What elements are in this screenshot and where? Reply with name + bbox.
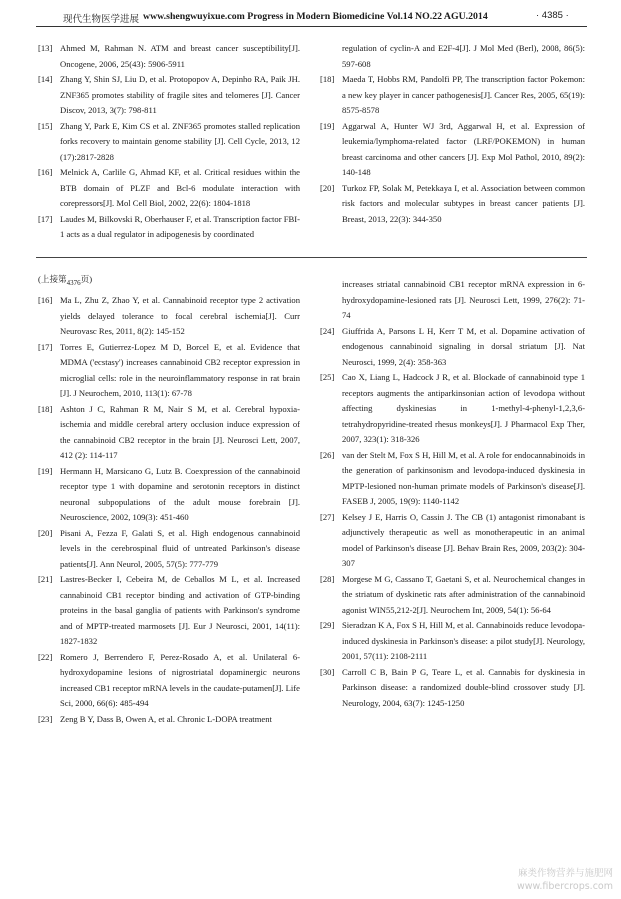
reference-continuation [320,41,585,72]
reference-item [38,165,300,212]
reference-item [38,41,300,72]
reference-number: [16] [38,167,53,177]
reference-number: [20] [320,182,335,193]
reference-list-bottom-right [320,277,585,711]
reference-number: [25] [320,372,335,382]
reference-item [38,526,300,573]
reference-continuation [320,277,585,324]
reference-text: Romero J, Berrendero F, Perez-Rosado A, et al. Unilateral 6-hydroxydopamine lesions of nigrostriatal dopaminergic neurons increased CB1 receptor mRNA levels in the caudate-putamen[J]. Life Sci, 2000, 66(6): 485-494 [60,651,300,708]
reference-number: [21] [38,574,53,584]
reference-number: [14] [38,74,53,84]
reference-text: Aggarwal A, Hunter WJ 3rd, Aggarwal H, et al. Expression of leukemia/lymphoma-related factor (LRF/POKEMON) in human breast carcinoma and other cancers [J]. Exp Mol Pathol, 2010, 89(2): 140-148 [342,120,585,177]
reference-text: Melnick A, Carlile G, Ahmad KF, et al. Critical residues within the BTB domain of PLZF and Bcl-6 modulate interaction with corepressors[J]. Mol Cell Biol, 2002, 22(6): 1804-1818 [60,167,300,208]
reference-item [38,119,300,166]
journal-info: www.shengwuyixue.com Progress in Modern Biomedicine Vol.14 NO.22 AGU.2014 [143,11,488,22]
reference-text: Torres E, Gutierrez-Lopez M D, Borcel E, et al. Evidence that MDMA ('ecstasy') increases cannabinoid CB2 receptor expression in microglial cells: role in the neuroinflammatory response in rat brain [J]. J Neurochem, 2010, 113(1): 67-78 [60,341,300,398]
reference-item [320,324,585,371]
reference-text: Hermann H, Marsicano G, Lutz B. Coexpression of the cannabinoid receptor type 1 with dopamine and serotonin receptors in distinct neuronal subpopulations of the adult mouse forebrain [J]. Neuroscience, 2002, 109(3): 451-460 [60,465,300,522]
reference-number: [18] [320,74,335,84]
reference-number: [22] [38,651,53,662]
watermark-line-1: 麻类作物营养与施肥网 [517,868,613,879]
reference-text: Kelsey J E, Harris O, Cassin J. The CB (1) antagonist rimonabant is adjunctively therapeutic as well as monotherapeutic in an animal model of Parkinson's disease [J]. Behav Brain Res, 2009, 203(2): 304-307 [342,511,585,568]
reference-item [38,712,300,728]
reference-text: Lastres-Becker I, Cebeira M, de Ceballos M L, et al. Increased cannabinoid CB1 receptor binding and activation of GTP-binding proteins in the basal ganglia of patients with Parkinson's syndrome and of MPTP-treated marmosets [J]. Eur J Neurosci, 2001, 14(11): 1827-1832 [60,574,300,646]
reference-text: Ahmed M, Rahman N. ATM and breast cancer susceptibility[J]. Oncogene, 2006, 25(43): 5906-5911 [60,43,300,69]
continued-suffix: 页) [80,274,93,284]
reference-item [320,448,585,510]
reference-item [320,181,585,228]
header-rule [36,26,587,27]
reference-item [320,510,585,572]
reference-item [38,212,300,243]
reference-item [38,293,300,340]
reference-number: [17] [38,213,53,224]
reference-text: Giuffrida A, Parsons L H, Kerr T M, et al. Dopamine activation of endogenous cannabinoid signaling in dorsal striatum [J]. Nat Neurosci, 1999, 2(4): 358-363 [342,325,585,367]
reference-text: increases striatal cannabinoid CB1 receptor mRNA expression in 6-hydroxydopamine-lesioned rats [J]. Neurosci Lett, 1999, 276(2): 71-74 [342,279,585,320]
reference-text: Cao X, Liang L, Hadcock J R, et al. Blockade of cannabinoid type 1 receptors augments the antiparkinsonian action of levodopa without affecting dyskinesias in 1-methyl-4-phenyl-1,2,3,6-tetrahydropyridine-treated rhesus monkeys[J]. J Pharmacol Exp Ther, 2007, 323(1): 318-326 [342,372,585,444]
reference-text: Ma L, Zhu Z, Zhao Y, et al. Cannabinoid receptor type 2 activation yields delayed tolerance to focal cerebral ischemia[J]. Curr Neurovasc Res, 2011, 8(2): 145-152 [60,295,300,336]
reference-number: [20] [38,527,53,538]
continued-from-note [38,273,92,287]
journal-name-chinese: 现代生物医学进展 [63,14,140,25]
reference-item [38,650,300,712]
reference-item [320,72,585,119]
reference-text: Carroll C B, Bain P G, Teare L, et al. Cannabis for dyskinesia in Parkinson disease: a randomized double-blind crossover study [J]. Neurology, 2004, 63(7): 1245-1250 [342,666,585,708]
watermark [517,867,613,893]
continued-page: 4376 [66,279,81,287]
reference-number: [18] [38,403,53,414]
continued-prefix: (上接第 [38,274,67,284]
reference-item [320,572,585,619]
reference-number: [26] [320,449,335,460]
reference-number: [13] [38,43,53,53]
reference-text: Maeda T, Hobbs RM, Pandolfi PP, The transcription factor Pokemon: a new key player in cancer pathogenesis[J]. Cancer Res, 2005, 65(19): 8575-8578 [342,74,585,115]
reference-item [38,72,300,119]
watermark-line-2: www.fibercrops.com [516,881,613,892]
reference-item [38,402,300,464]
reference-number: [23] [38,713,53,724]
reference-number: [27] [320,511,335,522]
reference-list-top-left [38,41,300,243]
reference-number: [30] [320,666,335,677]
reference-number: [19] [38,465,53,476]
reference-text: Laudes M, Bilkovski R, Oberhauser F, et al. Transcription factor FBI-1 acts as a dual regulator in adipogenesis by coordinated [60,213,300,239]
reference-text: Turkoz FP, Solak M, Petekkaya I, et al. Association between common risk factors and molecular subtypes in breast cancer patients [J]. Breast, 2013, 22(3): 344-350 [342,182,585,224]
reference-item [320,665,585,712]
reference-item [38,572,300,650]
reference-text: regulation of cyclin-A and E2F-4[J]. J Mol Med (Berl), 2008, 86(5): 597-608 [342,43,585,69]
reference-number: [19] [320,120,335,131]
reference-number: [29] [320,620,335,630]
reference-number: [17] [38,341,53,352]
reference-list-bottom-left [38,293,300,727]
reference-number: [16] [38,295,53,305]
reference-text: Zhang Y, Shin SJ, Liu D, et al. Protopopov A, Depinho RA, Paik JH. ZNF365 promotes stability of fragile sites and telomeres [J]. Cancer Discov, 2013, 3(7): 798-811 [60,74,300,115]
reference-number: [24] [320,325,335,336]
reference-text: Zeng B Y, Dass B, Owen A, et al. Chronic L-DOPA treatment [60,713,272,724]
reference-item [320,370,585,448]
reference-text: Ashton J C, Rahman R M, Nair S M, et al. Cerebral hypoxia-ischemia and middle cerebral artery occlusion induce expression of the cannabinoid CB2 receptor in the brain [J]. Neurosci Lett, 2007, 412 (2): 114-117 [60,403,300,460]
reference-item [38,464,300,526]
reference-text: Zhang Y, Park E, Kim CS et al. ZNF365 promotes stalled replication forks recovery to maintain genome stability [J]. Cell Cycle, 2013, 12 (17):2817-2828 [60,120,300,162]
page-header [0,0,621,30]
reference-list-top-right [320,41,585,227]
section-divider [36,257,587,258]
reference-item [38,340,300,402]
reference-text: Pisani A, Fezza F, Galati S, et al. High endogenous cannabinoid levels in the cerebrospinal fluid of untreated Parkinson's disease patients[J]. Ann Neurol, 2005, 57(5): 777-779 [60,527,300,569]
reference-text: Sieradzan K A, Fox S H, Hill M, et al. Cannabinoids reduce levodopa-induced dyskinesia in Parkinson's disease: a pilot study[J]. Neurology, 2001, 57(11): 2108-2111 [342,620,585,661]
reference-number: [28] [320,573,335,584]
reference-item [320,119,585,181]
reference-text: Morgese M G, Cassano T, Gaetani S, et al. Neurochemical changes in the striatum of dyskinetic rats after administration of the cannabinoid agonist WIN55,212-2[J]. Neurochem Int, 2009, 54(1): 56-64 [342,573,585,615]
reference-item [320,618,585,665]
reference-number: [15] [38,120,53,131]
page-number: · 4385 · [536,10,569,21]
reference-text: van der Stelt M, Fox S H, Hill M, et al. A role for endocannabinoids in the generation of parkinsonism and levodopa-induced dyskinesia in MPTP-lesioned non-human primate models of Parkinson's disease[J]. FASEB J, 2005, 19(9): 1140-1142 [342,449,585,506]
